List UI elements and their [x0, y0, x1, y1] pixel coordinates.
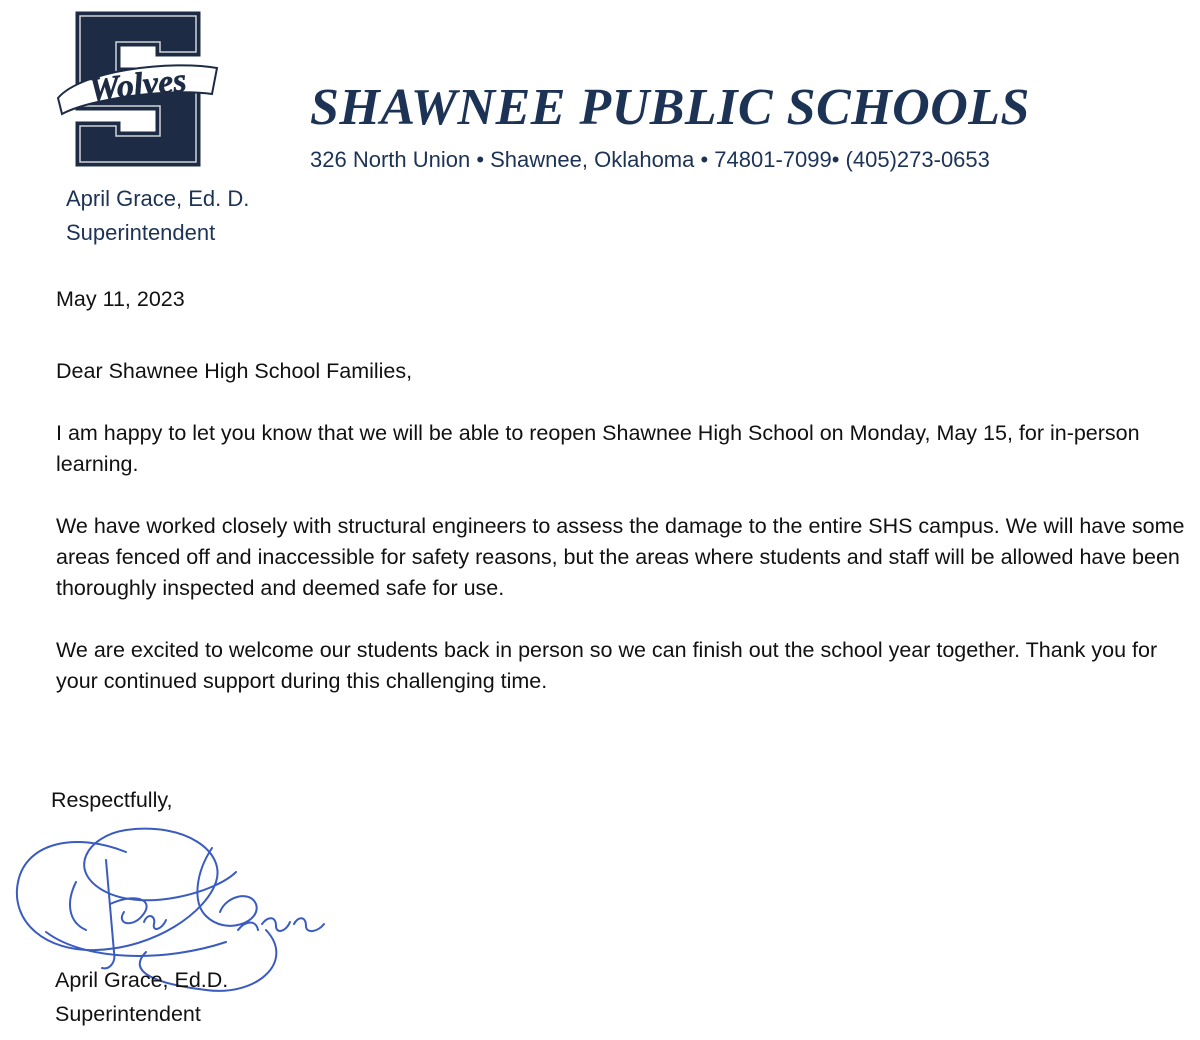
sender-title: Superintendent: [66, 220, 216, 245]
school-name: SHAWNEE PUBLIC SCHOOLS: [310, 79, 1030, 136]
paragraph-2: We have worked closely with structural engineers to assess the damage to the entire SHS campus. We will have some areas fenced off and inaccessible for safety reasons, but the areas where students and staff will be allowed have been thoroughly inspected and deemed safe for use.: [56, 514, 1185, 600]
signer-name: April Grace, Ed.D.: [55, 968, 229, 992]
paragraph-1: I am happy to let you know that we will be able to reopen Shawnee High School on Monday, May 15, for in-person learning.: [56, 421, 1140, 476]
wolves-logo: [52, 8, 222, 170]
letter-body: [56, 284, 1186, 728]
salutation: Dear Shawnee High School Families,: [56, 359, 413, 383]
sender-name: April Grace, Ed. D.: [66, 186, 250, 211]
sender-block: [66, 182, 249, 250]
logo-script-text: Wolves: [87, 62, 189, 110]
paragraph-3: We are excited to welcome our students back in person so we can finish out the school year together. Thank you for your continued support during this challenging time.: [56, 638, 1158, 693]
signer-title: Superintendent: [55, 1002, 201, 1026]
signoff-block: [55, 963, 228, 1031]
letter-date: May 11, 2023: [56, 287, 185, 311]
school-address: 326 North Union • Shawnee, Oklahoma • 74801-7099• (405)273-0653: [310, 147, 990, 172]
closing: Respectfully,: [51, 788, 173, 812]
